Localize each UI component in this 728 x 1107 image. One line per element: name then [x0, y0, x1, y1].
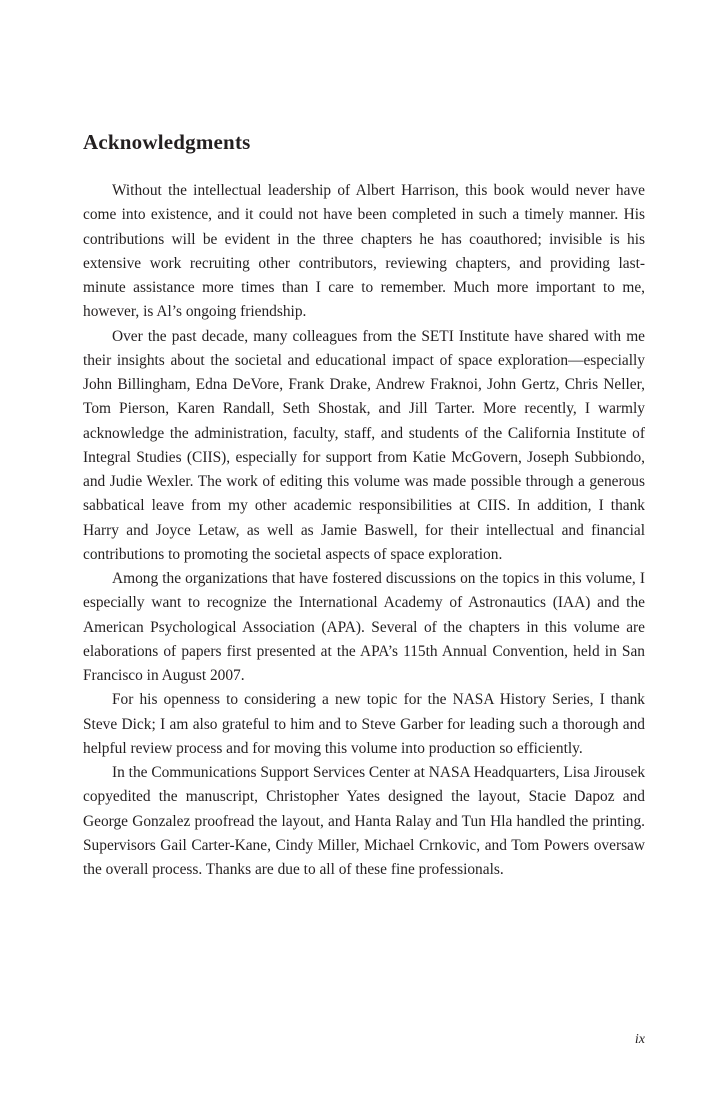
- page-number: ix: [634, 1032, 645, 1047]
- paragraph-organizations: Among the organizations that have fostered discussions on the topics in this volume, I especially want to recognize the International Academy of Astronautics (IAA) and the American Psychological Association (APA). Several of the chapters in this volume are elaborations of papers first presented at the APA’s 115th Annual Convention, held in San Francisco in August 2007.: [83, 570, 645, 684]
- paragraph-seti: Over the past decade, many colleagues from the SETI Institute have shared with me their insights about the societal and educational impact of space exploration—especially John Billingham, Edna DeVore, Frank Drake, Andrew Fraknoi, John Gertz, Chris Neller, Tom Pierson, Karen Randall, Seth Shostak, and Jill Tarter. More recently, I warmly acknowledge the administration, faculty, staff, and students of the California Institute of Integral Studies (CIIS), especially for support from Katie McGovern, Joseph Subbiondo, and Judie Wexler. The work of editing this volume was made possible through a generous sabbatical leave from my other academic responsibilities at CIIS. In addition, I thank Harry and Joyce Letaw, as well as Jamie Baswell, for their intellectual and financial contributions to promoting the societal aspects of space exploration.: [83, 327, 645, 563]
- paragraph-harrison: Without the intellectual leadership of Albert Harrison, this book would never have come into existence, and it could not have been completed in such a timely manner. His contributions will be evident in the three chapters he has coauthored; invisible is his extensive work recruiting other contributors, reviewing chapters, and providing last-minute assistance more times than I care to remember. Much more important to me, however, is Al’s ongoing friendship.: [83, 182, 645, 321]
- document-page: [83, 0, 645, 1107]
- page-title: Acknowledgments: [83, 130, 251, 154]
- paragraph-history-series: For his openness to considering a new topic for the NASA History Series, I thank Steve Dick; I am also grateful to him and to Steve Garber for leading such a thorough and helpful review process and for moving this volume into production so efficiently.: [83, 691, 645, 757]
- paragraph-communications: In the Communications Support Services Center at NASA Headquarters, Lisa Jirousek copyedited the manuscript, Christopher Yates designed the layout, Stacie Dapoz and George Gonzalez proofread the layout, and Hanta Ralay and Tun Hla handled the printing. Supervisors Gail Carter-Kane, Cindy Miller, Michael Crnkovic, and Tom Powers oversaw the overall process. Thanks are due to all of these fine professionals.: [83, 764, 646, 878]
- body-text: [83, 179, 645, 882]
